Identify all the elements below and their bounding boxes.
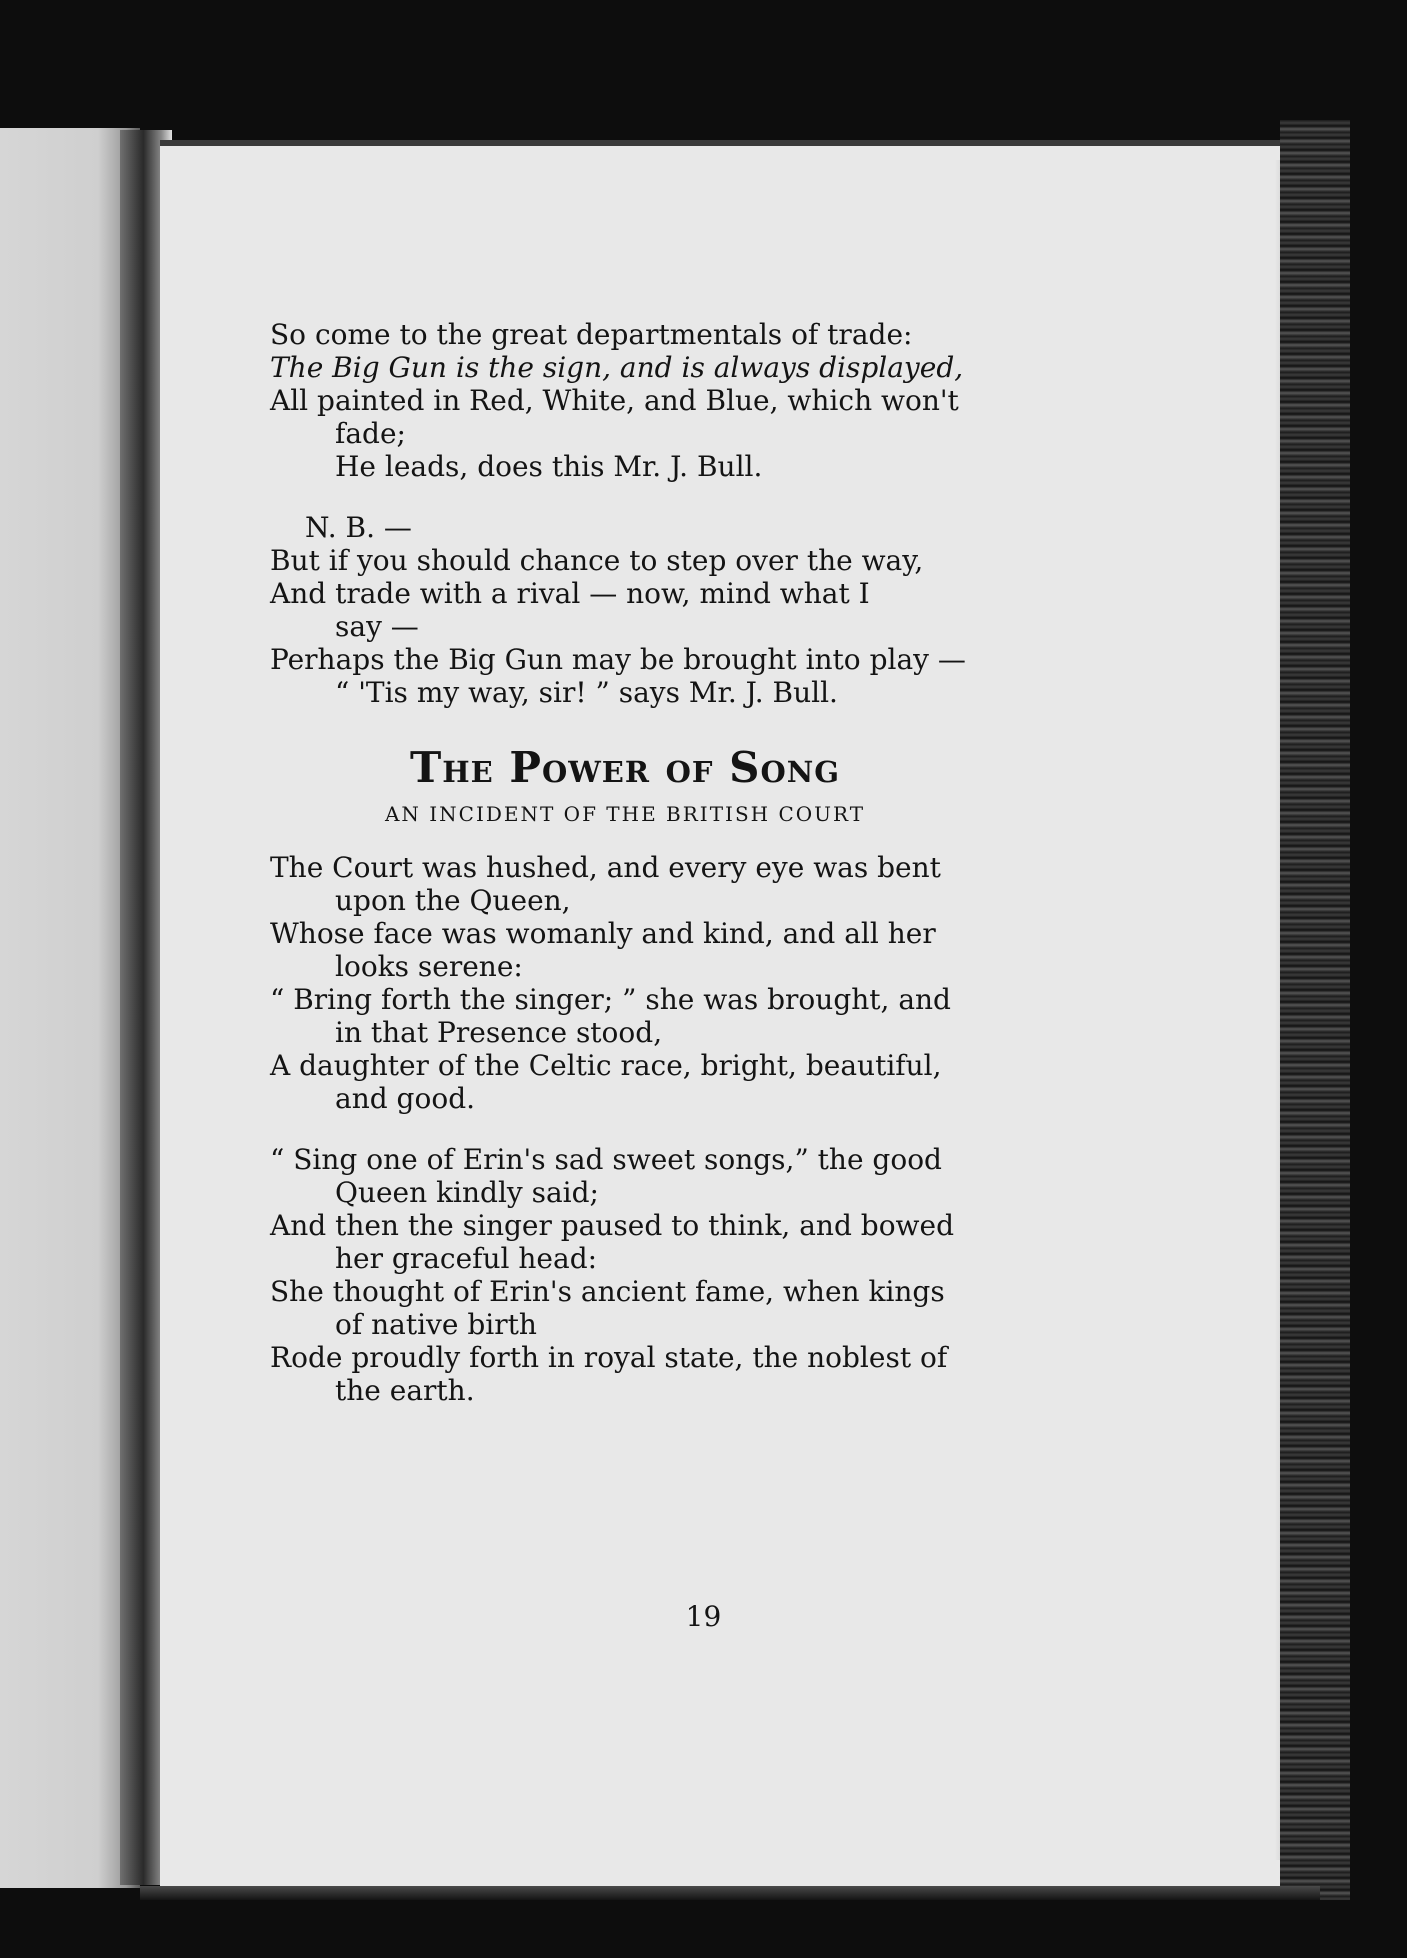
verse-line: the earth. [335, 1374, 475, 1407]
verse-line: upon the Queen, [335, 884, 571, 917]
verse-line: “ Sing one of Erin's sad sweet songs,” the good [270, 1143, 942, 1176]
verse-line: in that Presence stood, [335, 1016, 663, 1049]
stanza-2 [270, 544, 980, 709]
stanza-3 [270, 851, 980, 1115]
stanza-4 [270, 1143, 980, 1407]
poem-title: The Power of Song [410, 743, 840, 792]
verse-line: looks serene: [335, 950, 523, 983]
verse-line: “ 'Tis my way, sir! ” says Mr. J. Bull. [335, 676, 838, 709]
verse-line: The Big Gun is the sign, and is always displayed, [270, 351, 964, 384]
verse-line: He leads, does this Mr. J. Bull. [335, 450, 763, 483]
verse-line: fade; [335, 417, 406, 450]
verse-line: Perhaps the Big Gun may be brought into play — [270, 643, 966, 676]
verse-line: And trade with a rival — now, mind what I [270, 577, 870, 610]
verse-line: Rode proudly forth in royal state, the noblest of [270, 1341, 948, 1374]
nota-bene-label: N. B. — [305, 511, 412, 544]
verse-line: And then the singer paused to think, and bowed [270, 1209, 955, 1242]
bottom-cover-edge [140, 1886, 1320, 1900]
page-text [270, 318, 980, 1407]
verse-line: A daughter of the Celtic race, bright, beautiful, [270, 1049, 942, 1082]
verse-line: of native birth [335, 1308, 537, 1341]
verse-line: and good. [335, 1082, 476, 1115]
verse-line: her graceful head: [335, 1242, 598, 1275]
verse-line: All painted in Red, White, and Blue, which won't [270, 384, 959, 417]
verse-line: She thought of Erin's ancient fame, when kings [270, 1275, 945, 1308]
verse-line: say — [335, 610, 419, 643]
verse-line: Queen kindly said; [335, 1176, 599, 1209]
verse-line: Whose face was womanly and kind, and all her [270, 917, 936, 950]
verse-line: But if you should chance to step over the way, [270, 544, 924, 577]
stanza-1 [270, 318, 980, 483]
verse-line: “ Bring forth the singer; ” she was brought, and [270, 983, 951, 1016]
verse-line: So come to the great departmentals of trade: [270, 318, 913, 351]
poem-subtitle: AN INCIDENT OF THE BRITISH COURT [384, 802, 866, 826]
book-cover-edge [1280, 120, 1350, 1900]
verse-line: The Court was hushed, and every eye was bent [270, 851, 941, 884]
page-number: 19 [685, 1600, 722, 1633]
